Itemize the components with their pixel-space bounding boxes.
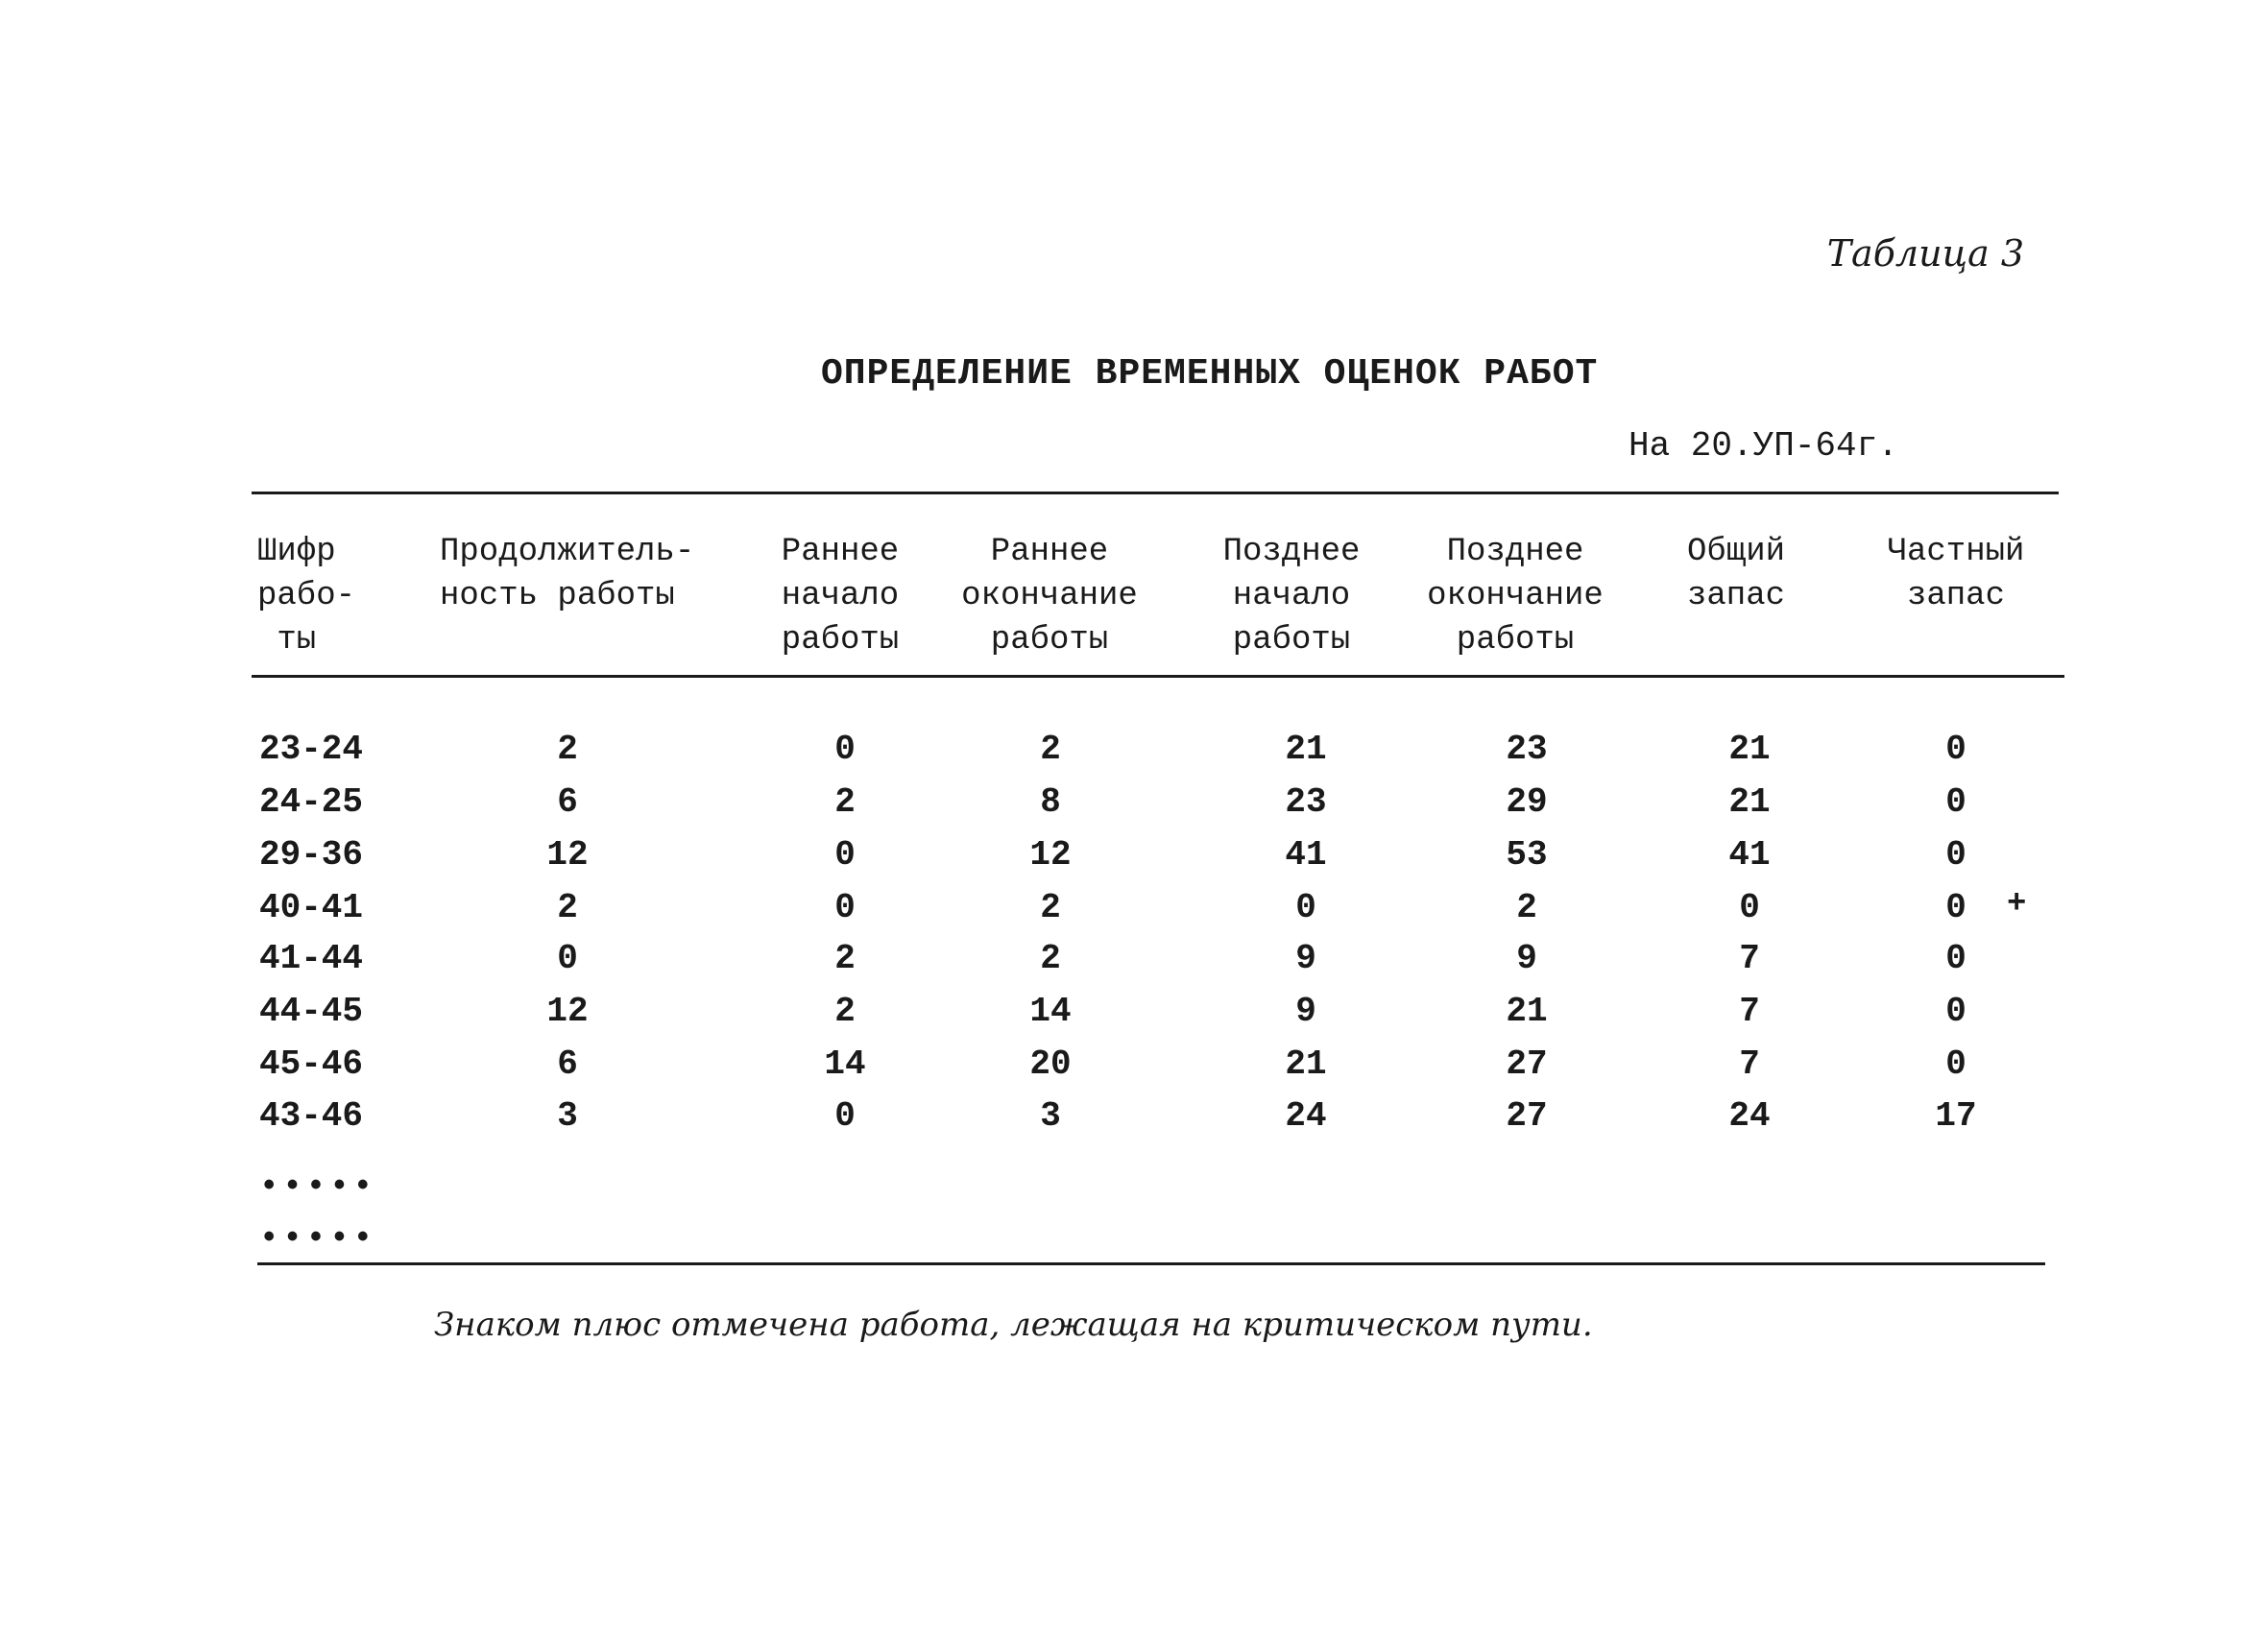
document-date: На 20.УП-64г. xyxy=(1629,426,1898,466)
header-total-float: Общий запас xyxy=(1686,534,1786,614)
continuation-dots: ••••• xyxy=(259,1221,377,1258)
table-top-rule xyxy=(252,492,2059,494)
cell-free-float: 0 xyxy=(1945,835,1966,875)
cell-late-finish: 2 xyxy=(1516,888,1537,927)
cell-duration: 2 xyxy=(557,730,578,769)
cell-free-float: 0 xyxy=(1945,992,1966,1031)
cell-code: 44-45 xyxy=(259,992,364,1031)
cell-early-start: 0 xyxy=(834,835,856,875)
cell-early-finish: 2 xyxy=(1040,730,1061,769)
cell-code: 40-41 xyxy=(259,888,364,927)
document-title: ОПРЕДЕЛЕНИЕ ВРЕМЕННЫХ ОЦЕНОК РАБОТ xyxy=(821,353,1599,395)
cell-duration: 0 xyxy=(557,939,578,978)
cell-early-finish: 8 xyxy=(1040,782,1061,822)
cell-code: 45-46 xyxy=(259,1044,364,1084)
critical-path-marker: + xyxy=(2007,886,2027,923)
cell-late-start: 9 xyxy=(1295,992,1316,1031)
cell-late-finish: 27 xyxy=(1506,1044,1548,1084)
cell-total-float: 21 xyxy=(1728,782,1771,822)
cell-free-float: 0 xyxy=(1945,1044,1966,1084)
cell-duration: 12 xyxy=(546,835,589,875)
header-late-start: Позднее начало работы xyxy=(1222,534,1361,659)
cell-late-finish: 29 xyxy=(1506,782,1548,822)
table-header-rule xyxy=(252,675,2064,678)
cell-late-start: 9 xyxy=(1295,939,1316,978)
cell-late-start: 23 xyxy=(1285,782,1327,822)
cell-free-float: 0 xyxy=(1945,888,1966,927)
cell-late-start: 0 xyxy=(1295,888,1316,927)
header-early-start: Раннее начало работы xyxy=(781,534,900,659)
header-duration: Продолжитель- ность работы xyxy=(440,534,695,614)
cell-duration: 2 xyxy=(557,888,578,927)
cell-total-float: 7 xyxy=(1739,1044,1760,1084)
cell-late-finish: 27 xyxy=(1506,1096,1548,1136)
cell-late-start: 21 xyxy=(1285,1044,1327,1084)
cell-code: 23-24 xyxy=(259,730,364,769)
cell-total-float: 7 xyxy=(1739,939,1760,978)
cell-early-start: 2 xyxy=(834,992,856,1031)
table-bottom-rule xyxy=(257,1262,2045,1265)
table-label: Таблица 3 xyxy=(1826,232,2024,275)
cell-early-finish: 2 xyxy=(1040,939,1061,978)
cell-total-float: 21 xyxy=(1728,730,1771,769)
cell-code: 29-36 xyxy=(259,835,364,875)
cell-early-finish: 3 xyxy=(1040,1096,1061,1136)
cell-total-float: 41 xyxy=(1728,835,1771,875)
cell-late-start: 24 xyxy=(1285,1096,1327,1136)
header-early-finish: Раннее окончание работы xyxy=(961,534,1138,659)
cell-total-float: 0 xyxy=(1739,888,1760,927)
cell-late-finish: 23 xyxy=(1506,730,1548,769)
cell-late-start: 21 xyxy=(1285,730,1327,769)
cell-free-float: 0 xyxy=(1945,730,1966,769)
cell-duration: 6 xyxy=(557,782,578,822)
cell-early-start: 14 xyxy=(824,1044,866,1084)
header-code: Шифр рабо- ты xyxy=(257,534,356,659)
header-late-finish: Позднее окончание работы xyxy=(1427,534,1604,659)
cell-total-float: 7 xyxy=(1739,992,1760,1031)
continuation-dots: ••••• xyxy=(259,1169,377,1206)
cell-early-finish: 14 xyxy=(1029,992,1072,1031)
cell-early-finish: 12 xyxy=(1029,835,1072,875)
cell-code: 43-46 xyxy=(259,1096,364,1136)
cell-free-float: 0 xyxy=(1945,782,1966,822)
cell-early-start: 0 xyxy=(834,730,856,769)
header-free-float: Частный запас xyxy=(1887,534,2025,614)
cell-early-finish: 2 xyxy=(1040,888,1061,927)
cell-early-finish: 20 xyxy=(1029,1044,1072,1084)
cell-free-float: 17 xyxy=(1935,1096,1977,1136)
cell-total-float: 24 xyxy=(1728,1096,1771,1136)
cell-late-finish: 9 xyxy=(1516,939,1537,978)
cell-duration: 6 xyxy=(557,1044,578,1084)
cell-code: 24-25 xyxy=(259,782,364,822)
cell-late-start: 41 xyxy=(1285,835,1327,875)
cell-late-finish: 53 xyxy=(1506,835,1548,875)
cell-late-finish: 21 xyxy=(1506,992,1548,1031)
cell-duration: 12 xyxy=(546,992,589,1031)
footnote: Знаком плюс отмечена работа, лежащая на критическом пути. xyxy=(434,1306,1593,1344)
cell-early-start: 0 xyxy=(834,1096,856,1136)
cell-code: 41-44 xyxy=(259,939,364,978)
cell-free-float: 0 xyxy=(1945,939,1966,978)
cell-early-start: 2 xyxy=(834,782,856,822)
cell-early-start: 2 xyxy=(834,939,856,978)
cell-early-start: 0 xyxy=(834,888,856,927)
cell-duration: 3 xyxy=(557,1096,578,1136)
